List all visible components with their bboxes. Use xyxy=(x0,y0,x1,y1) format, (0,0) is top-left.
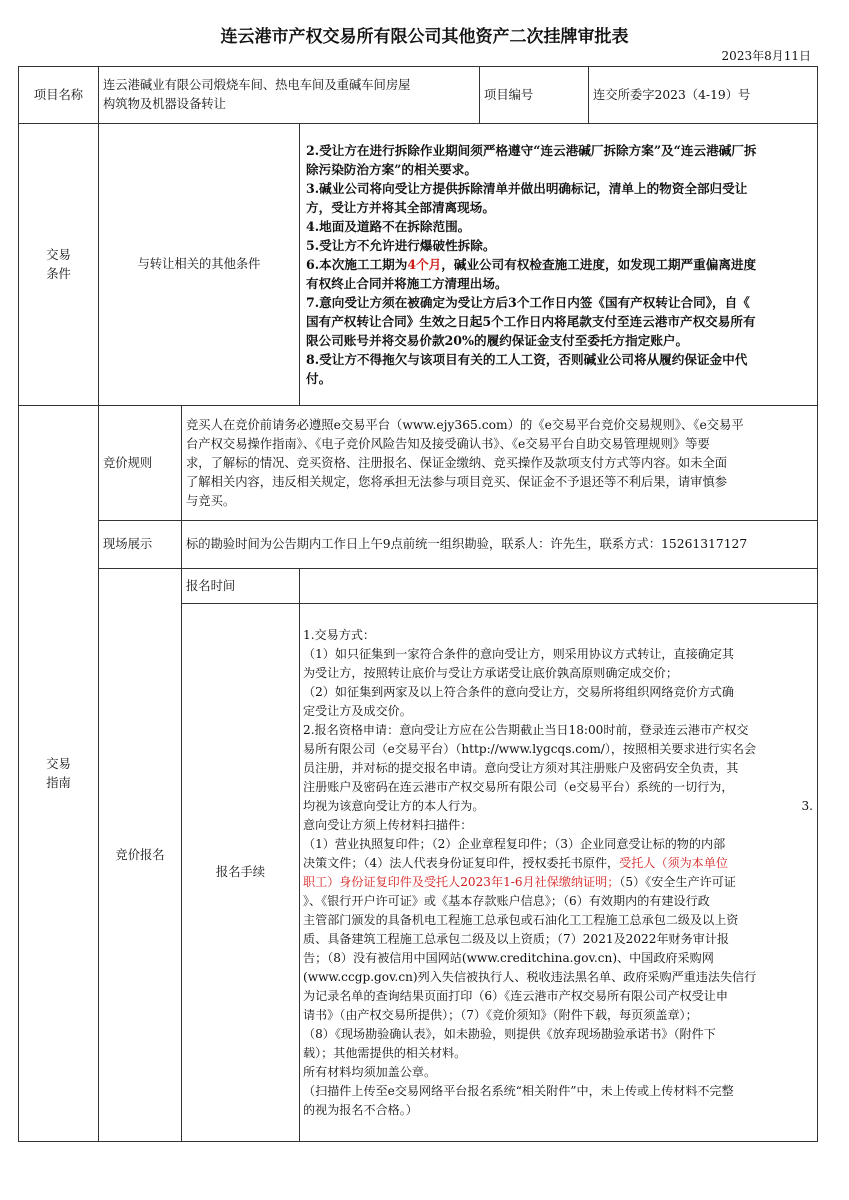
registration-time-label: 报名时间 xyxy=(182,569,300,604)
conditions-text xyxy=(300,124,818,406)
rule-line: 竞买人在竞价前请务必遵照e交易平台（www.ejy365.com）的《e交易平台竞价交易规则》、《e交易平 xyxy=(186,417,744,432)
conditions-label-line: 交易 xyxy=(46,247,71,262)
registration-time-row xyxy=(19,569,818,604)
procedure-line: （扫描件上传至e交易网络平台报名系统“相关附件”中，未上传或上传材料不完整 xyxy=(303,1083,734,1098)
procedure-line-part: 决策文件；（4）法人代表身份证复印件，授权委托书原件， xyxy=(303,855,620,870)
approval-table xyxy=(18,66,818,1142)
trustee-requirement-highlight: 受托人（须为本单位 xyxy=(619,855,728,870)
condition-line: 限公司账号并将交易价款20%的履约保证金支付至委托方指定账户。 xyxy=(306,333,689,348)
rule-line: 与竞买。 xyxy=(186,493,236,508)
project-no-value: 连交所委字2023（4-19）号 xyxy=(589,67,818,124)
conditions-section-label xyxy=(19,124,99,406)
page-title: 连云港市产权交易所有限公司其他资产二次挂牌审批表 xyxy=(220,27,629,47)
site-display-text: 标的勘验时间为公告期内工作日上午9点前统一组织勘验，联系人：许先生，联系方式：15261317127 xyxy=(182,521,818,569)
registration-time-value xyxy=(300,569,818,604)
condition-line-6-post: ，碱业公司有权检查施工进度，如发现工期严重偏离进度 xyxy=(441,257,757,272)
rule-line: 求，了解标的情况、竞买资格、注册报名、保证金缴纳、竞买操作及款项支付方式等内容。如未全面 xyxy=(186,455,728,470)
procedure-line xyxy=(303,797,813,816)
procedure-line xyxy=(303,854,813,873)
procedure-line: 质、具备建筑工程施工总承包二级及以上资质；（7）2021及2022年财务审计报 xyxy=(303,931,730,946)
condition-line: 除污染防治方案”的相关要求。 xyxy=(306,162,477,177)
document-date: 2023年8月11日 xyxy=(721,49,811,63)
procedure-line: （8）《现场勘验确认表》，如未勘验，则提供《放弃现场勘验承诺书》（附件下 xyxy=(303,1026,716,1041)
procedure-line: 注册账户及密码在连云港市产权交易所有限公司（e交易平台）系统的一切行为， xyxy=(303,779,734,794)
guide-label-line: 指南 xyxy=(46,775,71,790)
procedure-line: 意向受让方须上传材料扫描件： xyxy=(303,817,473,832)
condition-line: 国有产权转让合同》生效之日起5个工作日内将尾款支付至连云港市产权交易所有 xyxy=(306,314,756,329)
procedure-line: 所有材料均须加盖公章。 xyxy=(303,1064,437,1079)
condition-line: 5.受让方不允许进行爆破性拆除。 xyxy=(306,238,496,253)
condition-line: 8.受让方不得拖欠与该项目有关的工人工资，否则碱业公司将从履约保证金中代 xyxy=(306,352,748,367)
trustee-requirement-highlight: 职工）身份证复印件及受托人2023年1-6月社保缴纳证明； xyxy=(303,874,620,889)
other-conditions-label: 与转让相关的其他条件 xyxy=(99,124,300,406)
condition-line-6-pre: 6.本次施工工期为 xyxy=(306,257,408,272)
procedure-line: 为记录名单的查询结果页面打印（6）《连云港市产权交易所有限公司产权受让申 xyxy=(303,988,728,1003)
procedure-line-part: （5）《安全生产许可证 xyxy=(619,874,736,889)
project-no-label: 项目编号 xyxy=(480,67,589,124)
bidding-rules-row xyxy=(19,406,818,521)
condition-line: 方，受让方并将其全部清离现场。 xyxy=(306,200,495,215)
project-name-line: 连云港碱业有限公司煅烧车间、热电车间及重碱车间房屋 xyxy=(103,78,411,92)
condition-line: 3.碱业公司将向受让方提供拆除清单并做出明确标记，清单上的物资全部归受让 xyxy=(306,181,748,196)
construction-period-highlight: 4个月 xyxy=(407,257,442,272)
bidding-rules-label: 竞价规则 xyxy=(99,406,182,521)
conditions-row xyxy=(19,124,818,406)
procedure-line: 易所有限公司（e交易平台）（http://www.lygcqs.com/），按照相关要求进行实名会 xyxy=(303,741,757,756)
procedure-line-right: 3. xyxy=(801,798,814,813)
procedure-line: 2.报名资格申请：意向受让方应在公告期截止当日18:00时前，登录连云港市产权交 xyxy=(303,722,749,737)
guide-section-label xyxy=(19,406,99,1142)
site-display-label: 现场展示 xyxy=(99,521,182,569)
procedure-line-left: 均视为该意向受让方的本人行为。 xyxy=(303,798,485,813)
procedure-line: (www.ccgp.gov.cn)列入失信被执行人、税收违法黑名单、政府采购严重违法失信行 xyxy=(303,969,757,984)
procedure-line: 载）；其他需提供的相关材料。 xyxy=(303,1045,467,1060)
procedure-line: （1）营业执照复印件；（2）企业章程复印件；（3）企业同意受让标的物的内部 xyxy=(303,836,726,851)
procedure-line: 主管部门颁发的具备机电工程施工总承包或石油化工工程施工总承包二级及以上资 xyxy=(303,912,739,927)
registration-procedure-text xyxy=(300,604,818,1142)
guide-label-line: 交易 xyxy=(46,756,71,771)
conditions-label-line: 条件 xyxy=(46,266,71,281)
registration-label: 竞价报名 xyxy=(99,569,182,1142)
procedure-line: 员注册，并对标的提交报名申请。意向受让方须对其注册账户及密码安全负责，其 xyxy=(303,760,739,775)
condition-line: 7.意向受让方须在被确定为受让方后3个工作日内签《国有产权转让合同》，自《 xyxy=(306,295,750,310)
procedure-line: 》、《银行开户许可证》或《基本存款账户信息》；（6）有效期内的有建设行政 xyxy=(303,893,710,908)
procedure-line: 1.交易方式： xyxy=(303,627,376,642)
rule-line: 了解相关内容，违反相关规定，您将承担无法参与项目竞买、保证金不予退还等不利后果，请审慎参 xyxy=(186,474,728,489)
project-row xyxy=(19,67,818,124)
condition-line: 付。 xyxy=(306,371,332,386)
procedure-line: （2）如征集到两家及以上符合条件的意向受让方，交易所将组织网络竞价方式确 xyxy=(303,684,734,699)
bidding-rules-text xyxy=(182,406,818,521)
project-name-value xyxy=(99,67,480,124)
site-display-row xyxy=(19,521,818,569)
project-name-label: 项目名称 xyxy=(19,67,99,124)
condition-line: 4.地面及道路不在拆除范围。 xyxy=(306,219,471,234)
condition-line: 2.受让方在进行拆除作业期间须严格遵守“连云港碱厂拆除方案”及“连云港碱厂拆 xyxy=(306,143,757,158)
procedure-line xyxy=(303,873,813,892)
procedure-line: 为受让方，按照转让底价与受让方承诺受让底价孰高原则确定成交价； xyxy=(303,665,678,680)
procedure-line: 的视为报名不合格。） xyxy=(303,1102,418,1117)
rule-line: 台产权交易操作指南》、《电子竞价风险告知及接受确认书》、《e交易平台自助交易管理规则》等要 xyxy=(186,436,710,451)
condition-line xyxy=(306,255,813,274)
condition-line: 有权终止合同并将施工方清理出场。 xyxy=(306,276,508,291)
project-name-line: 构筑物及机器设备转让 xyxy=(103,97,226,111)
registration-procedure-label: 报名手续 xyxy=(182,604,300,1142)
procedure-line: 告；（8）没有被信用中国网站(www.creditchina.gov.cn)、中国政府采购网 xyxy=(303,950,714,965)
procedure-line: （1）如只征集到一家符合条件的意向受让方，则采用协议方式转让，直接确定其 xyxy=(303,646,734,661)
procedure-line: 定受让方及成交价。 xyxy=(303,703,412,718)
procedure-line: 请书》（由产权交易所提供）；（7）《竞价须知》（附件下载，每页须盖章）； xyxy=(303,1007,698,1022)
